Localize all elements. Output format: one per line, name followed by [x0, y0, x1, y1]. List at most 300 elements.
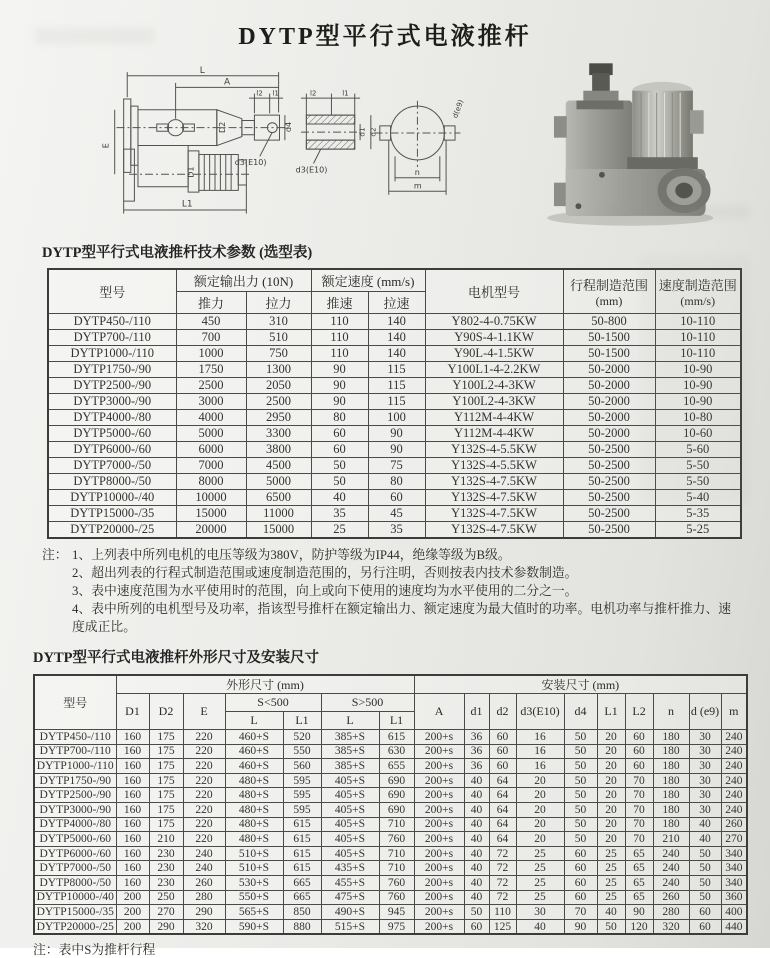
value-cell: 210 [149, 832, 183, 847]
bleedthrough-smudge [640, 255, 750, 505]
value-cell: 50 [564, 730, 597, 745]
value-cell: 480+S [225, 773, 283, 788]
col-d2: d2 [489, 694, 516, 730]
value-cell: 20 [597, 744, 625, 759]
col-push-speed: 推速 [311, 292, 368, 314]
value-cell: 36 [464, 759, 489, 774]
model-cell: DYTP6000-/60 [48, 442, 176, 458]
value-cell: 20 [597, 730, 625, 745]
model-cell: DYTP7000-/50 [48, 458, 176, 474]
value-cell: 595 [283, 802, 321, 817]
value-cell: 50 [689, 846, 721, 861]
value-cell: 760 [379, 832, 414, 847]
value-cell: 700 [176, 330, 246, 346]
value-cell: 200+s [414, 730, 464, 745]
value-cell: 200+s [414, 846, 464, 861]
value-cell: 30 [689, 802, 721, 817]
col-pull-force: 拉力 [246, 292, 311, 314]
value-cell: 50 [564, 817, 597, 832]
value-cell: 20 [516, 832, 564, 847]
value-cell: 50 [311, 474, 368, 490]
value-cell: 25 [597, 875, 625, 890]
value-cell: 1750 [176, 362, 246, 378]
value-cell: 75 [368, 458, 425, 474]
value-cell: 615 [283, 817, 321, 832]
value-cell: 50-2000 [563, 426, 655, 442]
value-cell: 615 [283, 861, 321, 876]
col-stroke-range: 行程制造范围 (mm) [563, 269, 655, 314]
value-cell: 15000 [176, 506, 246, 522]
table-row [34, 905, 747, 920]
value-cell: 140 [368, 314, 425, 330]
value-cell: 10-110 [655, 330, 741, 346]
value-cell: 945 [379, 905, 414, 920]
value-cell: 115 [368, 362, 425, 378]
value-cell: 80 [311, 410, 368, 426]
dim-label-l2: l2 [256, 88, 263, 98]
value-cell: Y100L1-4-2.2KW [425, 362, 563, 378]
table-row [34, 759, 747, 774]
table-row [48, 314, 741, 330]
value-cell: 180 [653, 730, 689, 745]
value-cell: 10-110 [655, 314, 741, 330]
value-cell: 5-25 [655, 522, 741, 539]
value-cell: 665 [283, 875, 321, 890]
col-stroke-lt-500: S<500 [225, 694, 321, 712]
value-cell: 50-2500 [563, 442, 655, 458]
value-cell: 25 [597, 846, 625, 861]
dim-label-d3: d3(E10) [234, 158, 267, 168]
notes-label: 注： [42, 548, 68, 562]
value-cell: 480+S [225, 832, 283, 847]
value-cell: 110 [311, 314, 368, 330]
value-cell: 160 [116, 817, 149, 832]
value-cell: 115 [368, 378, 425, 394]
dim-label-D1: D1 [186, 166, 196, 178]
dim-label-d4: d4 [284, 121, 294, 133]
value-cell: 70 [625, 788, 653, 803]
value-cell: 455+S [321, 875, 379, 890]
value-cell: 64 [489, 817, 516, 832]
value-cell: 50 [311, 458, 368, 474]
value-cell: 200+s [414, 802, 464, 817]
value-cell: 64 [489, 788, 516, 803]
value-cell: 40 [464, 890, 489, 905]
value-cell: 20 [597, 832, 625, 847]
value-cell: 20 [516, 773, 564, 788]
detail-label-d2: d2 [368, 127, 378, 137]
value-cell: 160 [116, 832, 149, 847]
table-row [48, 394, 741, 410]
note-item: 1、上列表中所列电机的电压等级为380V，防护等级为IP44，绝缘等级为B级。 [72, 548, 511, 562]
value-cell: 50 [564, 744, 597, 759]
value-cell: 180 [653, 788, 689, 803]
value-cell: 480+S [225, 788, 283, 803]
model-cell: DYTP5000-/60 [48, 426, 176, 442]
value-cell: 210 [653, 832, 689, 847]
value-cell: 5-40 [655, 490, 741, 506]
value-cell: 200+s [414, 905, 464, 920]
value-cell: 60 [689, 905, 721, 920]
value-cell: 60 [689, 919, 721, 934]
value-cell: 40 [464, 802, 489, 817]
value-cell: 50-800 [563, 314, 655, 330]
value-cell: 70 [625, 802, 653, 817]
note-item: 3、表中速度范围为水平使用时的范围，向上或向下使用的速度均为水平使用的二分之一。 [72, 584, 578, 598]
value-cell: 8000 [176, 474, 246, 490]
value-cell: 50 [564, 788, 597, 803]
value-cell: 320 [183, 919, 225, 934]
value-cell: 40 [311, 490, 368, 506]
value-cell: 175 [149, 802, 183, 817]
value-cell: 3300 [246, 426, 311, 442]
value-cell: 180 [653, 817, 689, 832]
col-stroke-gt-500: S>500 [321, 694, 414, 712]
value-cell: 180 [653, 744, 689, 759]
value-cell: 60 [564, 890, 597, 905]
col-L-lt: L [225, 712, 283, 730]
value-cell: 3000 [176, 394, 246, 410]
value-cell: 1300 [246, 362, 311, 378]
value-cell: 50-2500 [563, 474, 655, 490]
value-cell: 140 [368, 330, 425, 346]
value-cell: 200 [116, 905, 149, 920]
col-pull-speed: 拉速 [368, 292, 425, 314]
value-cell: 45 [368, 506, 425, 522]
table-row [34, 861, 747, 876]
dim-label-A: A [223, 77, 231, 88]
table-row [34, 919, 747, 934]
model-cell: DYTP4000-/80 [48, 410, 176, 426]
value-cell: 140 [368, 346, 425, 362]
model-cell: DYTP2500-/90 [34, 788, 116, 803]
value-cell: 450 [176, 314, 246, 330]
value-cell: 50 [689, 875, 721, 890]
table-row [48, 330, 741, 346]
value-cell: 200+s [414, 788, 464, 803]
value-cell: 65 [625, 890, 653, 905]
table-row [34, 744, 747, 759]
value-cell: 40 [464, 773, 489, 788]
value-cell: 490+S [321, 905, 379, 920]
col-model: 型号 [34, 675, 116, 730]
value-cell: 10-90 [655, 362, 741, 378]
col-push-force: 推力 [176, 292, 246, 314]
value-cell: 220 [183, 788, 225, 803]
value-cell: 200+s [414, 817, 464, 832]
value-cell: 5-35 [655, 506, 741, 522]
value-cell: 10-60 [655, 426, 741, 442]
dim-label-m: m [413, 181, 422, 191]
value-cell: 1000 [176, 346, 246, 362]
value-cell: 50 [564, 832, 597, 847]
value-cell: Y90S-4-1.1KW [425, 330, 563, 346]
value-cell: 60 [489, 759, 516, 774]
value-cell: 690 [379, 773, 414, 788]
model-cell: DYTP2500-/90 [48, 378, 176, 394]
value-cell: 340 [721, 846, 747, 861]
model-cell: DYTP8000-/50 [48, 474, 176, 490]
value-cell: 440 [721, 919, 747, 934]
table-row [34, 832, 747, 847]
value-cell: 240 [183, 846, 225, 861]
model-cell: DYTP6000-/60 [34, 846, 116, 861]
value-cell: 50-2500 [563, 522, 655, 539]
table-row [48, 522, 741, 539]
value-cell: 5-60 [655, 442, 741, 458]
value-cell: 25 [516, 846, 564, 861]
col-n: n [653, 694, 689, 730]
value-cell: 72 [489, 875, 516, 890]
model-cell: DYTP3000-/90 [34, 802, 116, 817]
dim-label-l1: l1 [272, 88, 279, 98]
value-cell: Y132S-4-7.5KW [425, 506, 563, 522]
value-cell: 550+S [225, 890, 283, 905]
value-cell: 72 [489, 861, 516, 876]
value-cell: 70 [625, 773, 653, 788]
value-cell: 40 [689, 832, 721, 847]
value-cell: 240 [653, 861, 689, 876]
value-cell: 180 [653, 802, 689, 817]
value-cell: 160 [116, 744, 149, 759]
value-cell: 20 [597, 817, 625, 832]
detail-label-l2: l2 [309, 88, 317, 98]
col-A: A [414, 694, 464, 730]
col-m: m [721, 694, 747, 730]
value-cell: 200+s [414, 832, 464, 847]
value-cell: 72 [489, 846, 516, 861]
value-cell: 125 [489, 919, 516, 934]
value-cell: 760 [379, 890, 414, 905]
value-cell: 240 [653, 875, 689, 890]
value-cell: 50 [689, 890, 721, 905]
value-cell: 60 [311, 426, 368, 442]
value-cell: 20 [597, 802, 625, 817]
dim-label-D2: D2 [217, 121, 227, 134]
value-cell: 175 [149, 817, 183, 832]
value-cell: 160 [116, 846, 149, 861]
value-cell: 240 [653, 846, 689, 861]
value-cell: 50-1500 [563, 346, 655, 362]
value-cell: 40 [464, 788, 489, 803]
col-rated-speed: 额定速度 (mm/s) [311, 269, 425, 292]
value-cell: 290 [183, 905, 225, 920]
detail-label-d3: d3(E10) [295, 165, 328, 175]
value-cell: 240 [721, 802, 747, 817]
value-cell: 510+S [225, 861, 283, 876]
value-cell: 475+S [321, 890, 379, 905]
value-cell: 20 [516, 802, 564, 817]
value-cell: 270 [721, 832, 747, 847]
value-cell: 230 [149, 846, 183, 861]
model-cell: DYTP4000-/80 [34, 817, 116, 832]
value-cell: 160 [116, 861, 149, 876]
value-cell: 72 [489, 890, 516, 905]
col-D1: D1 [116, 694, 149, 730]
value-cell: 80 [368, 474, 425, 490]
value-cell: 435+S [321, 861, 379, 876]
value-cell: 655 [379, 759, 414, 774]
model-cell: DYTP1750-/90 [48, 362, 176, 378]
value-cell: 60 [625, 730, 653, 745]
value-cell: 160 [116, 788, 149, 803]
value-cell: 460+S [225, 730, 283, 745]
value-cell: 320 [653, 919, 689, 934]
value-cell: 2500 [176, 378, 246, 394]
value-cell: 25 [516, 890, 564, 905]
value-cell: 10-110 [655, 346, 741, 362]
value-cell: 15000 [246, 522, 311, 539]
model-cell: DYTP5000-/60 [34, 832, 116, 847]
section2-title: DYTP型平行式电液推杆外形尺寸及安装尺寸 [33, 650, 319, 666]
table-row [34, 890, 747, 905]
value-cell: 64 [489, 802, 516, 817]
value-cell: 7000 [176, 458, 246, 474]
value-cell: 16 [516, 730, 564, 745]
value-cell: 200 [116, 890, 149, 905]
table-row [48, 362, 741, 378]
value-cell: 120 [625, 919, 653, 934]
model-cell: DYTP15000-/35 [34, 905, 116, 920]
notes-block [42, 546, 742, 636]
model-cell: DYTP3000-/90 [48, 394, 176, 410]
value-cell: 405+S [321, 802, 379, 817]
value-cell: 5-50 [655, 474, 741, 490]
value-cell: 40 [597, 905, 625, 920]
value-cell: 405+S [321, 846, 379, 861]
table-row [34, 730, 747, 745]
table-row [48, 490, 741, 506]
dimension-table [33, 674, 748, 935]
value-cell: 690 [379, 788, 414, 803]
value-cell: 160 [116, 759, 149, 774]
value-cell: 25 [516, 861, 564, 876]
value-cell: 480+S [225, 817, 283, 832]
table-row [48, 442, 741, 458]
value-cell: 36 [464, 730, 489, 745]
value-cell: 260 [183, 875, 225, 890]
value-cell: 400 [721, 905, 747, 920]
value-cell: 175 [149, 744, 183, 759]
col-L1-gt: L1 [379, 712, 414, 730]
value-cell: 25 [597, 861, 625, 876]
model-cell: DYTP700-/110 [48, 330, 176, 346]
value-cell: 50-2000 [563, 378, 655, 394]
value-cell: 250 [149, 890, 183, 905]
model-cell: DYTP450-/110 [34, 730, 116, 745]
dim-label-L1: L1 [181, 199, 193, 210]
value-cell: 160 [116, 802, 149, 817]
value-cell: 280 [653, 905, 689, 920]
value-cell: 510 [246, 330, 311, 346]
col-L1-lt: L1 [283, 712, 321, 730]
value-cell: 590+S [225, 919, 283, 934]
value-cell: 30 [689, 744, 721, 759]
value-cell: 40 [464, 817, 489, 832]
value-cell: 615 [283, 832, 321, 847]
value-cell: 10-90 [655, 394, 741, 410]
value-cell: 240 [721, 773, 747, 788]
value-cell: 750 [246, 346, 311, 362]
value-cell: 36 [464, 744, 489, 759]
value-cell: 20 [516, 817, 564, 832]
value-cell: 50 [597, 919, 625, 934]
table-row [34, 846, 747, 861]
value-cell: 60 [489, 744, 516, 759]
value-cell: Y132S-4-7.5KW [425, 474, 563, 490]
value-cell: 520 [283, 730, 321, 745]
value-cell: 460+S [225, 744, 283, 759]
value-cell: 90 [311, 362, 368, 378]
value-cell: 200+s [414, 890, 464, 905]
value-cell: 50-2000 [563, 410, 655, 426]
value-cell: 35 [311, 506, 368, 522]
value-cell: 40 [516, 919, 564, 934]
model-cell: DYTP8000-/50 [34, 875, 116, 890]
value-cell: 220 [183, 817, 225, 832]
value-cell: 70 [625, 817, 653, 832]
value-cell: 560 [283, 759, 321, 774]
value-cell: 340 [721, 861, 747, 876]
value-cell: 175 [149, 759, 183, 774]
value-cell: 510+S [225, 846, 283, 861]
col-d4: d4 [564, 694, 597, 730]
value-cell: Y90L-4-1.5KW [425, 346, 563, 362]
col-d-e9: d (e9) [689, 694, 721, 730]
value-cell: 20 [597, 788, 625, 803]
value-cell: 240 [721, 788, 747, 803]
value-cell: Y100L2-4-3KW [425, 394, 563, 410]
table-row [34, 773, 747, 788]
value-cell: 65 [625, 875, 653, 890]
value-cell: 60 [625, 759, 653, 774]
col-L-gt: L [321, 712, 379, 730]
value-cell: 550 [283, 744, 321, 759]
model-cell: DYTP1750-/90 [34, 773, 116, 788]
value-cell: 220 [183, 730, 225, 745]
value-cell: 515+S [321, 919, 379, 934]
col-model: 型号 [48, 269, 176, 314]
value-cell: 50 [564, 759, 597, 774]
value-cell: 615 [283, 846, 321, 861]
value-cell: 200+s [414, 773, 464, 788]
value-cell: 200+s [414, 875, 464, 890]
value-cell: 220 [183, 832, 225, 847]
bleedthrough-smudge [35, 28, 155, 44]
value-cell: 20000 [176, 522, 246, 539]
value-cell: 565+S [225, 905, 283, 920]
value-cell: 30 [689, 730, 721, 745]
value-cell: 280 [183, 890, 225, 905]
value-cell: 6000 [176, 442, 246, 458]
value-cell: 10-80 [655, 410, 741, 426]
page-title: DYTP型平行式电液推杆 [238, 24, 532, 50]
value-cell: 6500 [246, 490, 311, 506]
value-cell: 2950 [246, 410, 311, 426]
value-cell: 200+s [414, 919, 464, 934]
value-cell: 850 [283, 905, 321, 920]
value-cell: 60 [489, 730, 516, 745]
value-cell: 175 [149, 773, 183, 788]
value-cell: 60 [368, 490, 425, 506]
value-cell: 200+s [414, 861, 464, 876]
value-cell: 3800 [246, 442, 311, 458]
value-cell: 30 [689, 759, 721, 774]
stroke-note: 注：表中S为推杆行程 [33, 943, 156, 958]
value-cell: 5000 [246, 474, 311, 490]
value-cell: 25 [516, 875, 564, 890]
spec-table [47, 268, 742, 539]
